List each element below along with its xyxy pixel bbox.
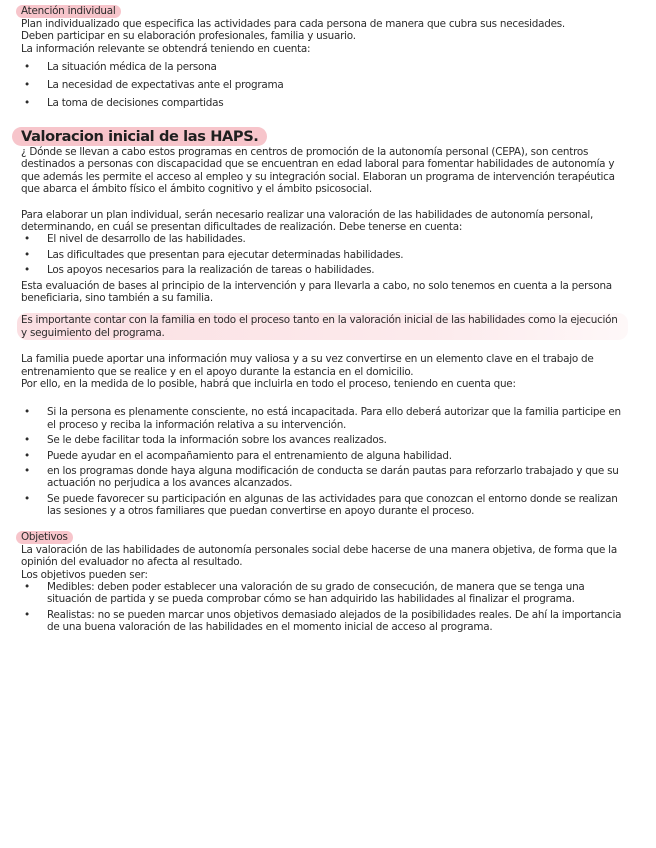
paragraph: La familia puede aportar una información muy valiosa y a su vez convertirse en un elemento clave en el trabajo de entrenamiento que se realice y en el apoyo durante la estancia en el domicilio. (21, 353, 594, 378)
list-item: • La necesidad de expectativas ante el programa (21, 79, 628, 91)
paragraph: Esta evaluación de bases al principio de la intervención y para llevarla a cabo, no solo tenemos en cuenta a la persona beneficiaria, sino también a su familia. (21, 279, 612, 304)
list-item: • Puede ayudar en el acompañamiento para el entrenamiento de alguna habilidad. (21, 450, 628, 462)
list-item: • Las dificultades que presentan para ejecutar determinadas habilidades. (21, 249, 628, 261)
list-item: • Los apoyos necesarios para la realización de tareas o habilidades. (21, 264, 628, 276)
paragraph: La información relevante se obtendrá teniendo en cuenta: (21, 42, 311, 55)
list-item: • Se le debe facilitar toda la información sobre los avances realizados. (21, 434, 628, 446)
paragraph: Para elaborar un plan individual, serán necesario realizar una valoración de las habilidades de autonomía personal, determinando, en cuál se presentan dificultades de realización. Debe tenerse en cuenta: (21, 208, 594, 233)
list-item: • Medibles: deben poder establecer una valoración de su grado de consecución, de manera que se tenga una situación de partida y se pueda comprobar cómo se han adquirido las habilidades al finalizar el programa. (21, 581, 628, 606)
highlighted-paragraph: Es importante contar con la familia en todo el proceso tanto en la valoración inicial de las habilidades como la ejecución y seguimiento del programa. (17, 313, 628, 340)
section-objectives (21, 531, 628, 634)
paragraph: Deben participar en su elaboración profesionales, familia y usuario. (21, 30, 356, 43)
list-item: • El nivel de desarrollo de las habilidades. (21, 233, 628, 245)
section-heading-objectives: Objetivos (16, 531, 73, 544)
paragraph: ¿ Dónde se llevan a cabo estos programas en centros de promoción de la autonomía personal (CEPA), son centros destinados a personas con discapacidad que se encuentran en edad laboral para fomentar habilidades de autonomía y que además les permite el acceso al empleo y su integración social. Elaboran un programa de intervención terapéutica que abarca el ámbito físico el ámbito cognitivo y el ámbito psicosocial. (21, 145, 615, 196)
list-item: • La situación médica de la persona (21, 61, 628, 73)
section-heading-initial-assessment: Valoracion inicial de las HAPS. (12, 127, 267, 146)
paragraph: Los objetivos pueden ser: (21, 568, 148, 581)
section-individual-attention (21, 5, 628, 109)
paragraph: La valoración de las habilidades de autonomía personales social debe hacerse de una manera objetiva, de forma que la opinión del evaluador no afecta al resultado. (21, 543, 617, 569)
list-item: • en los programas donde haya alguna modificación de conducta se darán pautas para reforzarlo trabajado y que su actuación no perjudica a los avances alcanzados. (21, 465, 628, 490)
list-item: • Realistas: no se pueden marcar unos objetivos demasiado alejados de la posibilidades reales. De ahí la importancia de una buena valoración de las habilidades en el momento inicial de acceso al programa. (21, 609, 628, 634)
list-item: • Se puede favorecer su participación en algunas de las actividades para que conozcan el entorno donde se realizan las sesiones y a otros familiares que puedan convertirse en apoyo durante el proceso. (21, 493, 628, 518)
bullet-list (21, 61, 628, 109)
bullet-list (21, 581, 628, 634)
section-initial-assessment (21, 127, 628, 518)
bullet-list (21, 233, 628, 276)
paragraph: Plan individualizado que especifica las actividades para cada persona de manera que cubra sus necesidades. (21, 18, 565, 30)
list-item: • Si la persona es plenamente consciente, no está incapacitada. Para ello deberá autorizar que la familia participe en el proceso y reciba la información relativa a su intervención. (21, 406, 628, 431)
paragraph: Por ello, en la medida de lo posible, habrá que incluirla en todo el proceso, teniendo en cuenta que: (21, 378, 516, 391)
bullet-list (21, 406, 628, 517)
list-item: • La toma de decisiones compartidas (21, 97, 628, 109)
section-heading-individual-attention: Atención individual (16, 5, 121, 18)
